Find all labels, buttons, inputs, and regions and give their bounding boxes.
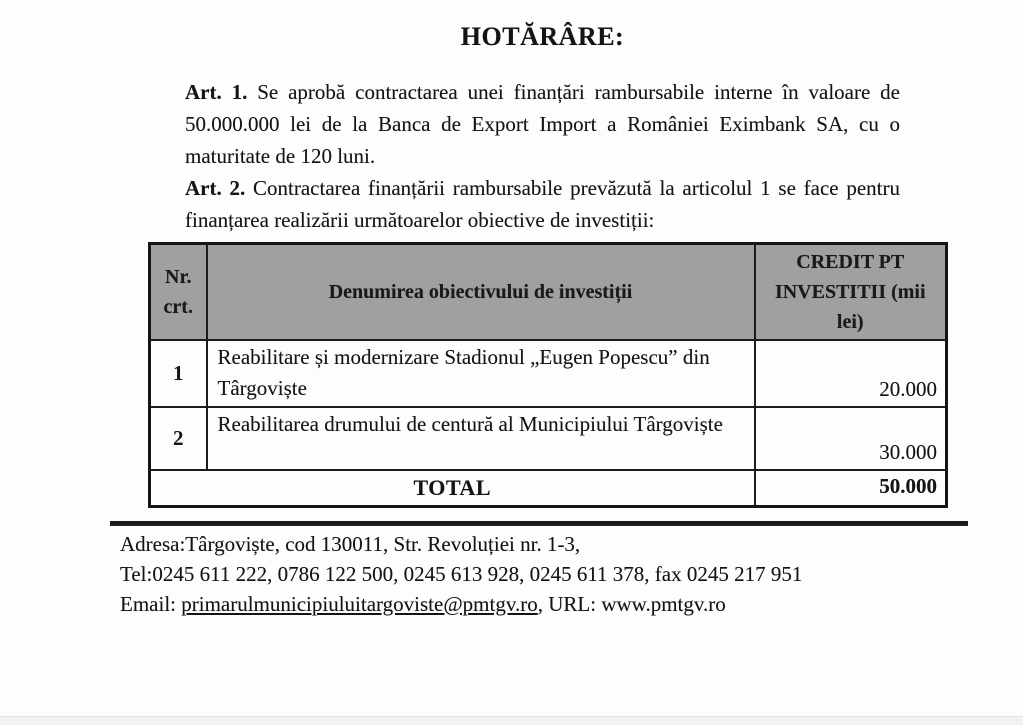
footer-email-label: Email:: [120, 591, 182, 616]
row-2-name: Reabilitarea drumului de centură al Municipiului Târgoviște: [207, 407, 755, 470]
contact-footer: [120, 529, 970, 619]
article-1-label: Art. 1.: [185, 80, 248, 104]
table-header-row: [150, 244, 947, 341]
article-2-text: Contractarea finanțării rambursabile prevăzută la articolul 1 se face pentru finanțarea realizării următoarelor obiective de investiții:: [185, 176, 900, 232]
row-1-nr: 1: [150, 340, 207, 407]
row-2-value: 30.000: [755, 407, 947, 470]
table-header-credit: CREDIT PT INVESTITII (mii lei): [755, 244, 947, 341]
table-total-row: [150, 470, 947, 506]
total-label: TOTAL: [150, 470, 755, 506]
total-value: 50.000: [755, 470, 947, 506]
article-2-label: Art. 2.: [185, 176, 246, 200]
article-2: [185, 172, 900, 236]
table-header-nr: Nr. crt.: [150, 244, 207, 341]
table-row: [150, 340, 947, 407]
article-1: [185, 76, 900, 172]
footer-email-url: [120, 589, 970, 619]
footer-address: Adresa:Târgoviște, cod 130011, Str. Revoluției nr. 1-3,: [120, 531, 581, 556]
footer-phones: Tel:0245 611 222, 0786 122 500, 0245 613 928, 0245 611 378, fax 0245 217 951: [120, 561, 803, 586]
footer-email-address: primarulmunicipiuluitargoviste@pmtgv.ro: [181, 591, 538, 616]
viewer-bottom-band: [0, 716, 1023, 725]
row-2-nr: 2: [150, 407, 207, 470]
row-1-name: Reabilitare și modernizare Stadionul „Eugen Popescu” din Târgoviște: [207, 340, 755, 407]
investment-objectives-table: [148, 242, 948, 508]
footer-url: www.pmtgv.ro: [601, 591, 726, 616]
footer-divider-rule: [110, 521, 968, 526]
table-row: [150, 407, 947, 470]
table-header-name: Denumirea obiectivului de investiții: [207, 244, 755, 341]
document-title: HOTĂRÂRE:: [460, 22, 625, 51]
row-1-value: 20.000: [755, 340, 947, 407]
footer-url-label: , URL:: [537, 591, 602, 616]
article-1-text: Se aprobă contractarea unei finanțări rambursabile interne în valoare de 50.000.000 lei de la Banca de Export Import a României Eximbank SA, cu o maturitate de 120 luni.: [185, 80, 900, 168]
scanned-document-page: [0, 22, 1023, 725]
